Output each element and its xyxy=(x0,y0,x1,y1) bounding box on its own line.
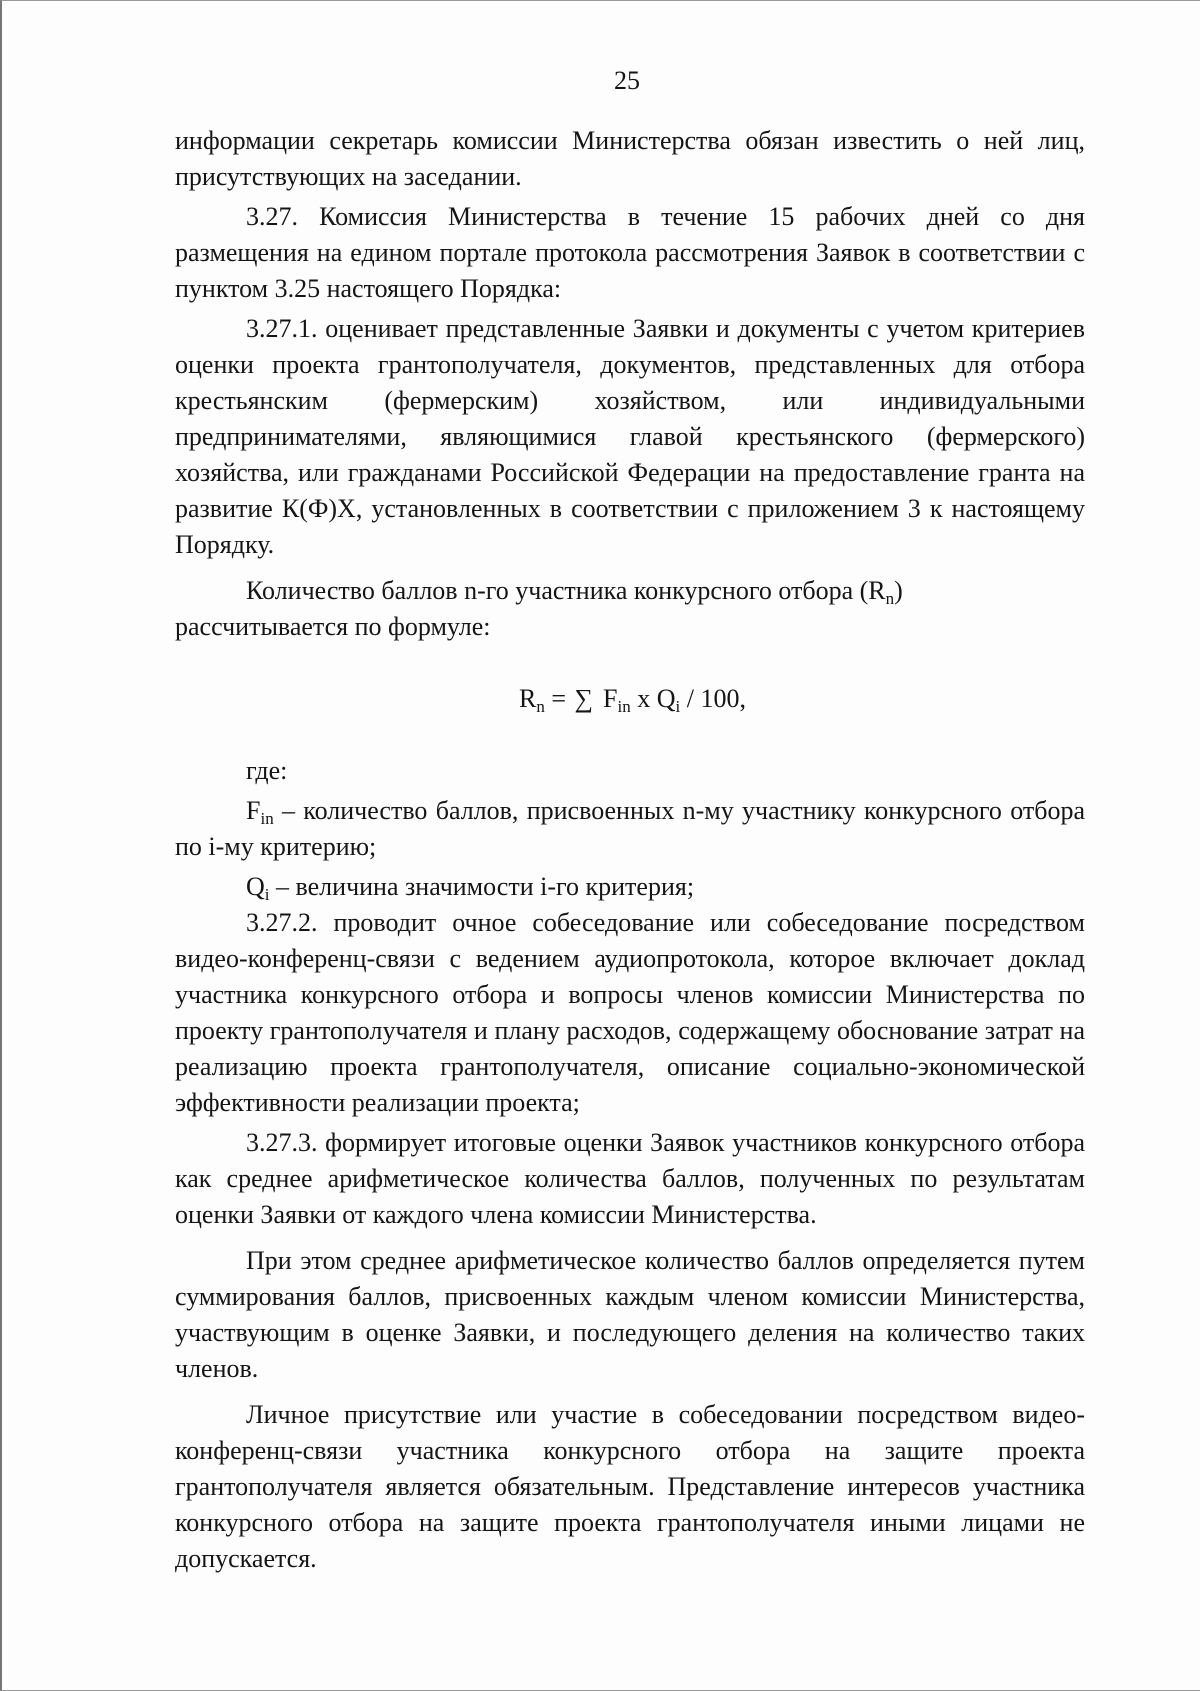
score-count-subscript: n xyxy=(885,589,895,608)
paragraph-3-27-1: 3.27.1. оценивает представленные Заявки и документы с учетом критериев оценки проекта грантополучателя, документов, представленных для отбора крестьянским (фермерским) хозяйством, или индивидуальными предпринимателями, являющимися главой крестьянского (фермерского) хозяйства, или гражданами Российской Федерации на предоставление гранта на развитие К(Ф)Х, установленных в соответствии с приложением 3 к настоящему Порядку. xyxy=(175,314,1085,559)
formula-q: Q xyxy=(656,684,676,713)
formula-rest: / 100, xyxy=(686,684,746,713)
paragraph-continuation: информации секретарь комиссии Министерства обязан известить о ней лиц, присутствующих на заседании. xyxy=(175,126,1085,191)
paragraph-personal-presence: Личное присутствие или участие в собеседовании посредством видео-конференц-связи участника конкурсного отбора на защите проекта грантополучателя является обязательным. Представление интересов участника конкурсного отбора на защите проекта грантополучателя иными лицами не допускается. xyxy=(175,1400,1085,1573)
fin-subscript: in xyxy=(260,809,274,828)
page-number: 25 xyxy=(614,66,640,95)
formula-f-sub: in xyxy=(617,697,631,716)
definition-fin xyxy=(175,793,1085,865)
qi-text: – величина значимости i-го критерия; xyxy=(269,872,695,901)
scoring-formula xyxy=(175,681,1085,717)
fin-text: – количество баллов, присвоенных n-му участнику конкурсного отбора по i-му критерию; xyxy=(175,796,1085,861)
paragraph-where: где: xyxy=(246,756,288,785)
score-count-text: Количество баллов n-го участника конкурсного отбора (R xyxy=(246,576,886,605)
formula-f: F xyxy=(603,684,618,713)
paragraph-score-count xyxy=(175,573,1085,645)
paragraph-3-27-3: 3.27.3. формирует итоговые оценки Заявок участников конкурсного отбора как среднее арифметическое количества баллов, полученных по результатам оценки Заявки от каждого члена комиссии Министерства. xyxy=(175,1128,1085,1229)
formula-sum-symbol: ∑ xyxy=(574,684,594,713)
formula-r: R xyxy=(518,684,537,713)
paragraph-average: При этом среднее арифметическое количество баллов определяется путем суммирования баллов, присвоенных каждым членом комиссии Министерства, участвующим в оценке Заявки, и последующего деления на количество таких членов. xyxy=(175,1246,1085,1383)
qi-symbol: Q xyxy=(246,872,265,901)
definition-qi xyxy=(175,869,1085,905)
score-count-line2: рассчитывается по формуле: xyxy=(175,612,491,641)
formula-r-sub: n xyxy=(536,697,545,716)
formula-equals: = xyxy=(551,684,566,713)
document-body xyxy=(175,123,1085,1577)
paragraph-3-27-2: 3.27.2. проводит очное собеседование или собеседование посредством видео-конференц-связи с ведением аудиопротокола, которое включает доклад участника конкурсного отбора и вопросы членов комиссии Министерства по проекту грантополучателя и плану расходов, содержащему обоснование затрат на реализацию проекта грантополучателя, описание социально-экономической эффективности реализации проекта; xyxy=(175,908,1085,1117)
formula-times: x xyxy=(637,684,651,713)
score-count-close: ) xyxy=(894,576,903,605)
paragraph-3-27: 3.27. Комиссия Министерства в течение 15 рабочих дней со дня размещения на едином портале протокола рассмотрения Заявок в соответствии с пунктом 3.25 настоящего Порядка: xyxy=(175,202,1085,303)
formula-q-sub: i xyxy=(675,697,681,716)
qi-subscript: i xyxy=(264,885,270,904)
fin-symbol: F xyxy=(246,796,261,825)
